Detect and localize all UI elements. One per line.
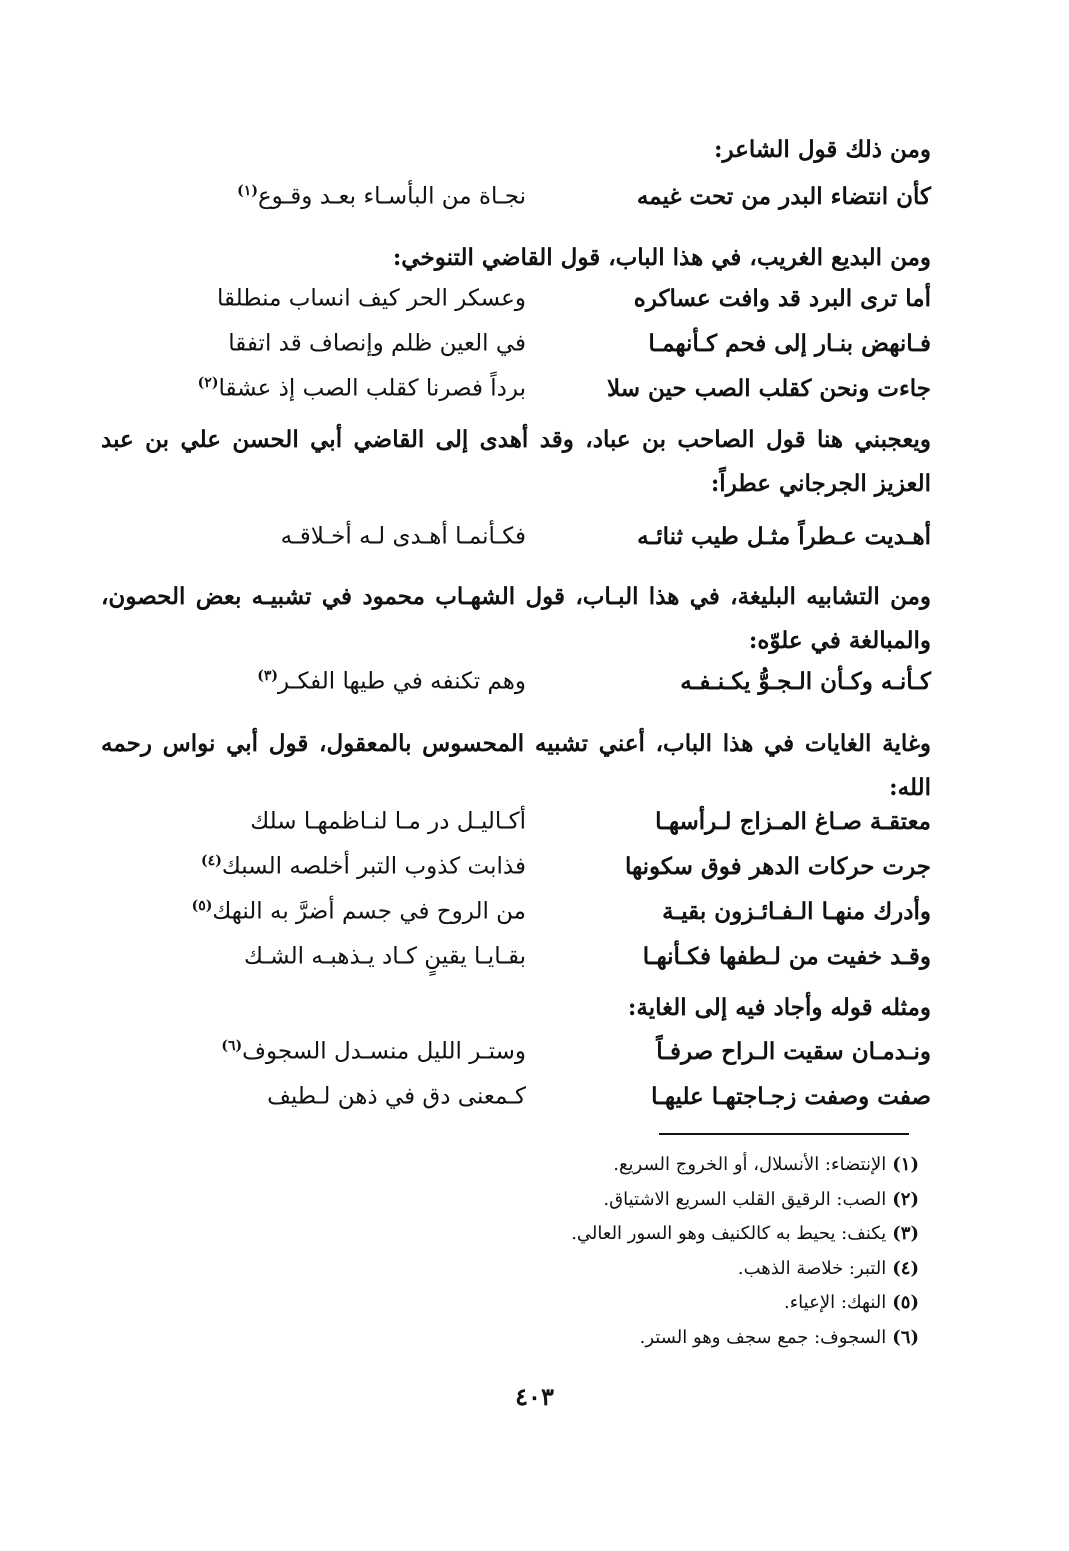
footnotes bbox=[159, 1148, 919, 1355]
couplet bbox=[151, 853, 931, 898]
verse-block-5 bbox=[151, 808, 931, 988]
first-hemistich: كأن انتضاء البدر من تحت غيمه bbox=[636, 183, 931, 210]
first-hemistich: جرت حركات الدهر فوق سكونها bbox=[625, 853, 931, 880]
intro-paragraph-5: وغاية الغايات في هذا الباب، أعني تشبيه المحسوس بالمعقول، قول أبي نواس رحمه الله: bbox=[101, 730, 931, 801]
couplet bbox=[151, 943, 931, 988]
footnote: (٣)يكنف: يحيط به كالكنيف وهو السور العالي. bbox=[571, 1223, 919, 1244]
second-hemistich: أكـاليـل در مـا لنـاظمهـا سلك bbox=[250, 808, 526, 835]
footnote: (٢)الصب: الرقيق القلب السريع الاشتياق. bbox=[603, 1188, 919, 1210]
second-hemistich: بقـايـا يقينٍ كـاد يـذهبـه الشـك bbox=[244, 943, 526, 970]
intro-paragraph-1: ومن ذلك قول الشاعر: bbox=[713, 136, 931, 163]
couplet bbox=[151, 1083, 931, 1128]
footnote-marker: (٢) bbox=[197, 375, 219, 391]
first-hemistich: صفت وصفت زجـاجتهـا عليهـا bbox=[651, 1083, 931, 1110]
second-hemistich: من الروح في جسم أضرَّ به النهك$^{(٥)}$ bbox=[191, 898, 526, 925]
couplet bbox=[151, 808, 931, 853]
footnote-marker: (٥) bbox=[191, 898, 213, 914]
second-hemistich: وهم تكنفه في طيها الفكـر$^{(٣)}$ bbox=[257, 668, 526, 695]
couplet bbox=[151, 668, 931, 713]
first-hemistich: أهـديت عـطراً مثـل طيب ثنائـه bbox=[637, 523, 931, 550]
intro-paragraph-4: ومن التشابيه البليغة، في هذا البـاب، قول الشهـاب محمود في تشبيـه بعض الحصون، والمبالغة في علوّه: bbox=[101, 583, 931, 654]
verse-block-4 bbox=[151, 668, 931, 713]
second-hemistich: في العين ظلم وإنصاف قد اتفقا bbox=[228, 330, 526, 357]
footnote-marker: (٣) bbox=[257, 668, 279, 684]
second-hemistich: برداً فصرنا كقلب الصب إذ عشقا$^{(٢)}$ bbox=[197, 375, 526, 402]
second-hemistich: كـمعنى دق في ذهن لـطيف bbox=[267, 1083, 526, 1110]
first-hemistich: وقـد خفيت من لـطفها فكـأنهـا bbox=[642, 943, 931, 970]
second-hemistich: فذابت كذوب التبر أخلصه السبك$^{(٤)}$ bbox=[201, 853, 526, 880]
second-hemistich: فكـأنمـا أهـدى لـه أخـلاقـه bbox=[280, 523, 526, 550]
page-number: ٤٠٣ bbox=[515, 1382, 554, 1411]
verse-block-2 bbox=[151, 285, 931, 420]
couplet bbox=[151, 330, 931, 375]
first-hemistich: وأدرك منهـا الـفـائـزون بقيـة bbox=[662, 898, 931, 925]
footnote: (٦)السجوف: جمع سجف وهو الستر. bbox=[639, 1326, 919, 1348]
second-hemistich: وعسكر الحر كيف انساب منطلقا bbox=[217, 285, 526, 312]
second-hemistich: وستـر الليل منسـدل السجوف$^{(٦)}$ bbox=[221, 1038, 526, 1065]
verse-block-6 bbox=[151, 1038, 931, 1128]
intro-paragraph-2: ومن البديع الغريب، في هذا الباب، قول القاضي التنوخي: bbox=[392, 244, 931, 271]
first-hemistich: أما ترى البرد قد وافت عساكره bbox=[633, 285, 931, 312]
second-hemistich: نجـاة من البأسـاء بعـد وقـوع$^{(١)}$ bbox=[237, 183, 526, 210]
couplet bbox=[151, 898, 931, 943]
first-hemistich: كـأنـه وكـأن الـجـوُّ يكـنـفـه bbox=[680, 668, 931, 695]
footnote: (٤)التبر: خلاصة الذهب. bbox=[737, 1257, 919, 1279]
footnote: (١)الإنتضاء: الأنسلال، أو الخروج السريع. bbox=[613, 1154, 919, 1175]
footnote-marker: (٦) bbox=[221, 1038, 243, 1054]
footnote: (٥)النهك: الإعياء. bbox=[783, 1292, 919, 1313]
couplet bbox=[151, 183, 931, 228]
footnote-marker: (١) bbox=[237, 183, 258, 199]
couplet bbox=[151, 1038, 931, 1083]
footnote-marker: (٤) bbox=[201, 853, 222, 869]
footnote-divider bbox=[659, 1133, 909, 1135]
first-hemistich: جاءت ونحن كقلب الصب حين سلا bbox=[607, 375, 931, 402]
first-hemistich: ونـدمـان سقيت الـراح صرفـاً bbox=[656, 1038, 931, 1065]
first-hemistich: فـانهض بنـار إلى فحم كـأنهمـا bbox=[648, 330, 931, 357]
couplet bbox=[151, 375, 931, 420]
couplet bbox=[151, 523, 931, 568]
verse-block-3 bbox=[151, 523, 931, 568]
intro-paragraph-3: ويعجبني هنا قول الصاحب بن عباد، وقد أهدى إلى القاضي أبي الحسن علي بن عبد العزيز الجرجاني عطراً: bbox=[101, 426, 931, 497]
couplet bbox=[151, 285, 931, 330]
verse-block-1 bbox=[151, 183, 931, 228]
first-hemistich: معتقـة صـاغ المـزاج لـرأسهـا bbox=[655, 808, 931, 835]
intro-paragraph-6: ومثله قوله وأجاد فيه إلى الغاية: bbox=[627, 994, 931, 1021]
